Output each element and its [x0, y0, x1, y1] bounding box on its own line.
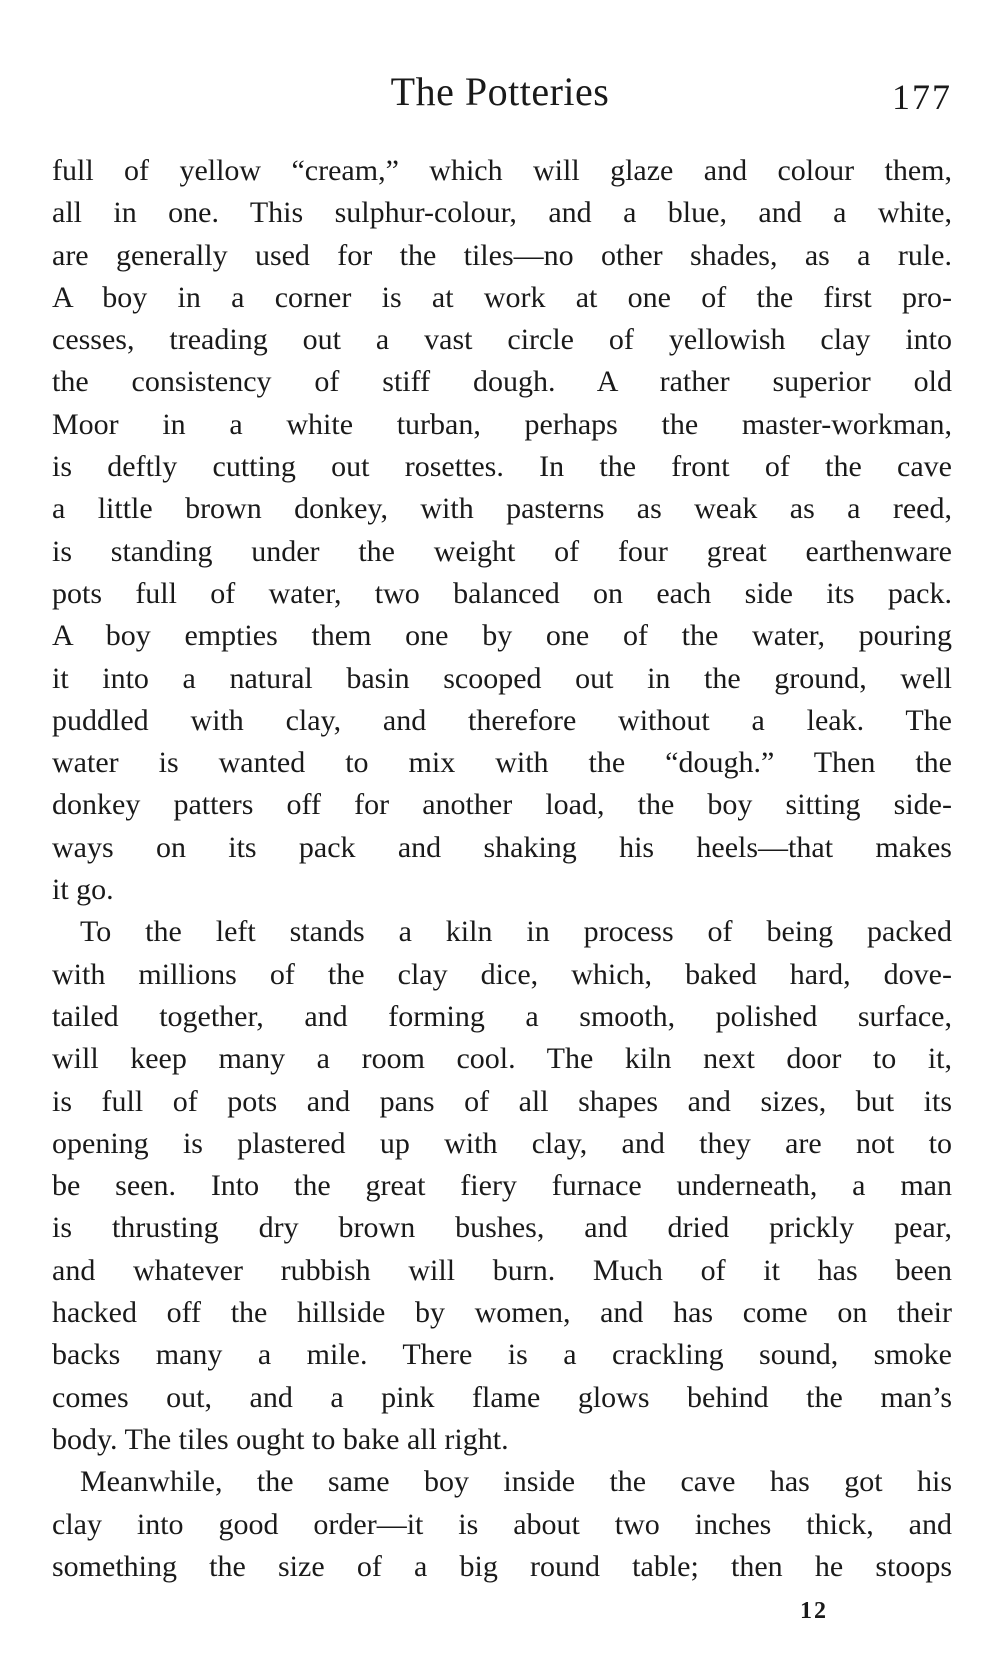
text-line: water is wanted to mix with the “dough.” Then the — [52, 746, 952, 780]
text-line: puddled with clay, and therefore without a leak. The — [52, 703, 952, 737]
text-line: full of yellow “cream,” which will glaze and colour them, — [52, 154, 952, 187]
text-line: be seen. Into the great fiery furnace underneath, a man — [52, 1169, 952, 1203]
text-line: are generally used for the tiles—no other shades, as a rule. — [52, 238, 952, 272]
text-line: hacked off the hillside by women, and has come on their — [52, 1296, 952, 1330]
text-line: tailed together, and forming a smooth, polished surface, — [52, 999, 952, 1033]
text-line: with millions of the clay dice, which, baked hard, dove- — [52, 957, 952, 991]
text-line: all in one. This sulphur-colour, and a blue, and a white, — [52, 196, 952, 230]
text-line: Moor in a white turban, perhaps the master-workman, — [52, 407, 952, 441]
text-line: A boy in a corner is at work at one of the first pro- — [52, 280, 952, 314]
text-line: is standing under the weight of four great earthenware — [52, 534, 952, 568]
text-line: will keep many a room cool. The kiln next door to it, — [52, 1042, 952, 1076]
page-number: 177 — [892, 77, 952, 117]
text-line: and whatever rubbish will burn. Much of it has been — [52, 1253, 952, 1287]
text-line: is full of pots and pans of all shapes and sizes, but its — [52, 1084, 952, 1118]
text-line: is thrusting dry brown bushes, and dried prickly pear, — [52, 1211, 952, 1245]
paragraph-start-line: To the left stands a kiln in process of being packed — [80, 915, 952, 949]
text-line: it into a natural basin scooped out in the ground, well — [52, 661, 952, 695]
text-line: ways on its pack and shaking his heels—that makes — [52, 830, 952, 864]
text-line: backs many a mile. There is a crackling sound, smoke — [52, 1338, 952, 1372]
text-line: the consistency of stiff dough. A rather superior old — [52, 365, 952, 399]
text-line: A boy empties them one by one of the water, pouring — [52, 619, 952, 653]
body-text — [52, 150, 952, 1588]
text-line: a little brown donkey, with pasterns as weak as a reed, — [52, 492, 952, 526]
text-line: cesses, treading out a vast circle of yellowish clay into — [52, 323, 952, 357]
text-line: something the size of a big round table; then he stoops — [52, 1549, 952, 1583]
paragraph-end-line: body. The tiles ought to bake all right. — [52, 1422, 509, 1456]
paragraph-start-line: Meanwhile, the same boy inside the cave has got his — [80, 1465, 952, 1499]
text-line: opening is plastered up with clay, and they are not to — [52, 1126, 952, 1160]
running-title: The Potteries — [390, 69, 610, 114]
text-line: donkey patters off for another load, the boy sitting side- — [52, 788, 952, 822]
text-line: comes out, and a pink flame glows behind the man’s — [52, 1380, 952, 1414]
paragraph-end-line: it go. — [52, 873, 114, 907]
signature-mark: 12 — [800, 1598, 828, 1624]
text-line: pots full of water, two balanced on each side its pack. — [52, 576, 952, 610]
text-line: clay into good order—it is about two inches thick, and — [52, 1507, 952, 1541]
text-line: is deftly cutting out rosettes. In the front of the cave — [52, 450, 952, 484]
